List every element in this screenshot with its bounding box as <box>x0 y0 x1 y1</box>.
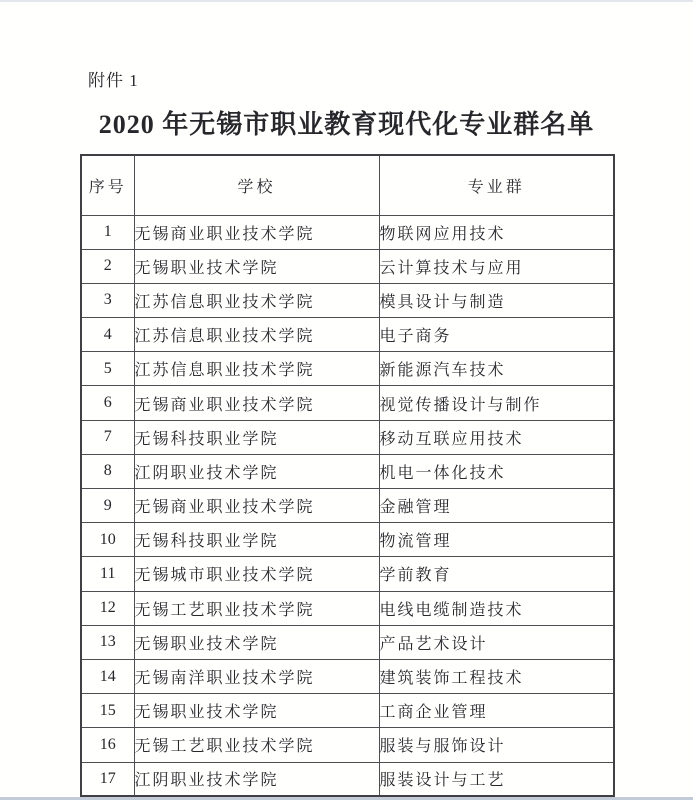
cell-no: 11 <box>81 557 134 591</box>
table-row <box>81 386 614 420</box>
table-row <box>81 694 614 728</box>
cell-school: 无锡职业技术学院 <box>134 694 379 728</box>
cell-group: 新能源汽车技术 <box>379 352 614 386</box>
table-row <box>81 762 614 796</box>
cell-group: 金融管理 <box>379 489 614 523</box>
cell-school: 江苏信息职业技术学院 <box>134 352 379 386</box>
table-row <box>81 728 614 762</box>
cell-no: 3 <box>81 283 134 317</box>
table-row <box>81 420 614 454</box>
cell-school: 无锡科技职业学院 <box>134 420 379 454</box>
header-row <box>81 155 614 215</box>
column-header-group: 专业群 <box>379 155 614 215</box>
cell-no: 15 <box>81 694 134 728</box>
cell-no: 10 <box>81 523 134 557</box>
cell-group: 电子商务 <box>379 318 614 352</box>
attachment-label: 附件 1 <box>88 71 139 90</box>
table-header <box>81 155 614 215</box>
table-row <box>81 215 614 249</box>
table-row <box>81 249 614 283</box>
cell-school: 江苏信息职业技术学院 <box>134 283 379 317</box>
cell-school: 无锡商业职业技术学院 <box>134 489 379 523</box>
cell-no: 13 <box>81 625 134 659</box>
cell-school: 无锡职业技术学院 <box>134 249 379 283</box>
cell-school: 无锡商业职业技术学院 <box>134 215 379 249</box>
cell-school: 江阴职业技术学院 <box>134 762 379 796</box>
cell-no: 7 <box>81 420 134 454</box>
cell-no: 4 <box>81 318 134 352</box>
cell-group: 视觉传播设计与制作 <box>379 386 614 420</box>
table-row <box>81 454 614 488</box>
cell-group: 机电一体化技术 <box>379 454 614 488</box>
cell-no: 8 <box>81 454 134 488</box>
cell-school: 无锡职业技术学院 <box>134 625 379 659</box>
cell-school: 江苏信息职业技术学院 <box>134 318 379 352</box>
table-row <box>81 523 614 557</box>
table-row <box>81 591 614 625</box>
page-title: 2020 年无锡市职业教育现代化专业群名单 <box>98 110 595 139</box>
table-row <box>81 625 614 659</box>
cell-school: 无锡城市职业技术学院 <box>134 557 379 591</box>
cell-group: 电线电缆制造技术 <box>379 591 614 625</box>
table-row <box>81 659 614 693</box>
cell-group: 工商企业管理 <box>379 694 614 728</box>
cell-group: 物流管理 <box>379 523 614 557</box>
cell-group: 建筑装饰工程技术 <box>379 659 614 693</box>
table-body <box>81 215 614 796</box>
cell-school: 无锡南洋职业技术学院 <box>134 659 379 693</box>
cell-group: 服装设计与工艺 <box>379 762 614 796</box>
cell-no: 9 <box>81 489 134 523</box>
table-row <box>81 283 614 317</box>
table-row <box>81 489 614 523</box>
column-header-school: 学校 <box>134 155 379 215</box>
cell-no: 14 <box>81 659 134 693</box>
cell-group: 服装与服饰设计 <box>379 728 614 762</box>
cell-school: 无锡科技职业学院 <box>134 523 379 557</box>
cell-no: 12 <box>81 591 134 625</box>
cell-group: 物联网应用技术 <box>379 215 614 249</box>
cell-school: 无锡工艺职业技术学院 <box>134 728 379 762</box>
cell-no: 2 <box>81 249 134 283</box>
cell-school: 无锡商业职业技术学院 <box>134 386 379 420</box>
cell-group: 模具设计与制造 <box>379 283 614 317</box>
table-row <box>81 352 614 386</box>
cell-no: 5 <box>81 352 134 386</box>
cell-group: 云计算技术与应用 <box>379 249 614 283</box>
specialty-group-table <box>80 154 615 797</box>
cell-group: 移动互联应用技术 <box>379 420 614 454</box>
cell-school: 江阴职业技术学院 <box>134 454 379 488</box>
cell-school: 无锡工艺职业技术学院 <box>134 591 379 625</box>
cell-no: 17 <box>81 762 134 796</box>
cell-no: 16 <box>81 728 134 762</box>
cell-group: 学前教育 <box>379 557 614 591</box>
table-row <box>81 318 614 352</box>
cell-group: 产品艺术设计 <box>379 625 614 659</box>
cell-no: 6 <box>81 386 134 420</box>
cell-no: 1 <box>81 215 134 249</box>
table-row <box>81 557 614 591</box>
column-header-no: 序号 <box>81 155 134 215</box>
